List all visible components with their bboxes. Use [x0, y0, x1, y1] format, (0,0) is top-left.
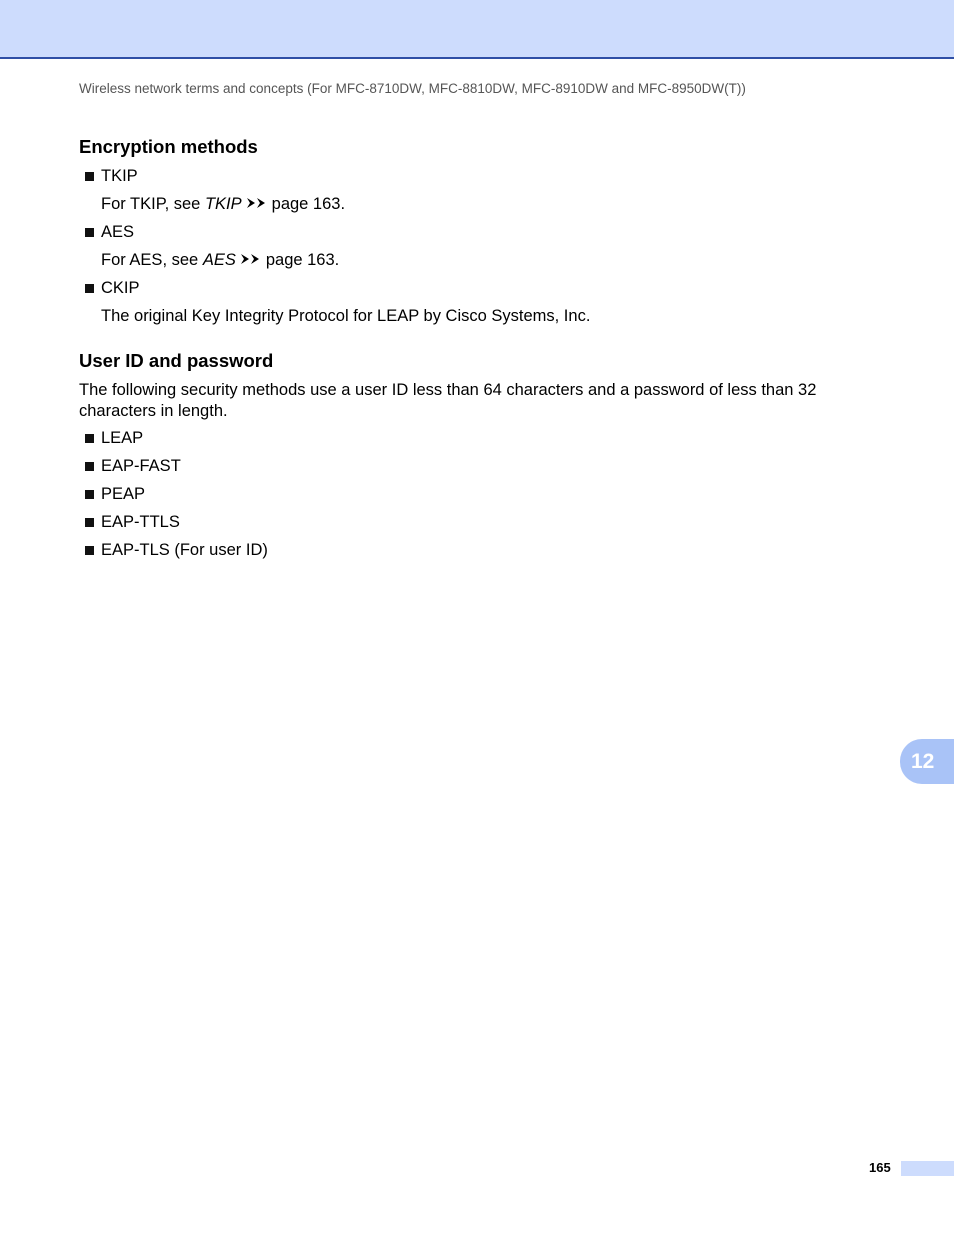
double-chevron-right-icon [240, 251, 262, 270]
list-item-label: TKIP [101, 167, 138, 185]
square-bullet-icon [85, 434, 94, 443]
list-item [85, 429, 143, 448]
list-item [85, 541, 268, 560]
desc-prefix: For AES, see [101, 251, 199, 269]
aes-reference-link[interactable]: AES [202, 251, 236, 269]
list-item [85, 279, 140, 298]
page-number-bar [901, 1161, 954, 1176]
list-item-label: PEAP [101, 485, 146, 503]
tkip-reference-link[interactable]: TKIP [204, 195, 242, 213]
aes-description [101, 251, 339, 270]
user-id-password-heading: User ID and password [79, 350, 274, 371]
chapter-tab[interactable]: 12 [900, 739, 954, 784]
header-band [0, 0, 954, 59]
desc-suffix: page 163. [271, 195, 346, 213]
square-bullet-icon [85, 462, 94, 471]
list-item-label: EAP-FAST [101, 457, 181, 475]
list-item [85, 485, 145, 504]
list-item [85, 167, 138, 186]
desc-suffix: page 163. [265, 251, 340, 269]
list-item [85, 223, 134, 242]
user-id-paragraph: The following security methods use a user ID less than 64 characters and a password of less than 32 characters in length. [79, 381, 817, 420]
list-item-label: EAP-TLS (For user ID) [101, 541, 268, 559]
square-bullet-icon [85, 172, 94, 181]
list-item-label: EAP-TTLS [101, 513, 180, 531]
tkip-description [101, 195, 345, 214]
ckip-description: The original Key Integrity Protocol for LEAP by Cisco Systems, Inc. [101, 307, 591, 325]
running-header: Wireless network terms and concepts (For MFC-8710DW, MFC-8810DW, MFC-8910DW and MFC-8950DW(T)) [79, 81, 746, 96]
square-bullet-icon [85, 490, 94, 499]
square-bullet-icon [85, 284, 94, 293]
list-item-label: LEAP [101, 429, 144, 447]
square-bullet-icon [85, 228, 94, 237]
square-bullet-icon [85, 546, 94, 555]
list-item [85, 513, 180, 532]
square-bullet-icon [85, 518, 94, 527]
encryption-methods-heading: Encryption methods [79, 136, 258, 157]
desc-prefix: For TKIP, see [101, 195, 201, 213]
double-chevron-right-icon [246, 195, 268, 214]
list-item-label: CKIP [101, 279, 140, 297]
list-item-label: AES [101, 223, 135, 241]
list-item [85, 457, 181, 476]
page-number: 165 [869, 1160, 891, 1175]
